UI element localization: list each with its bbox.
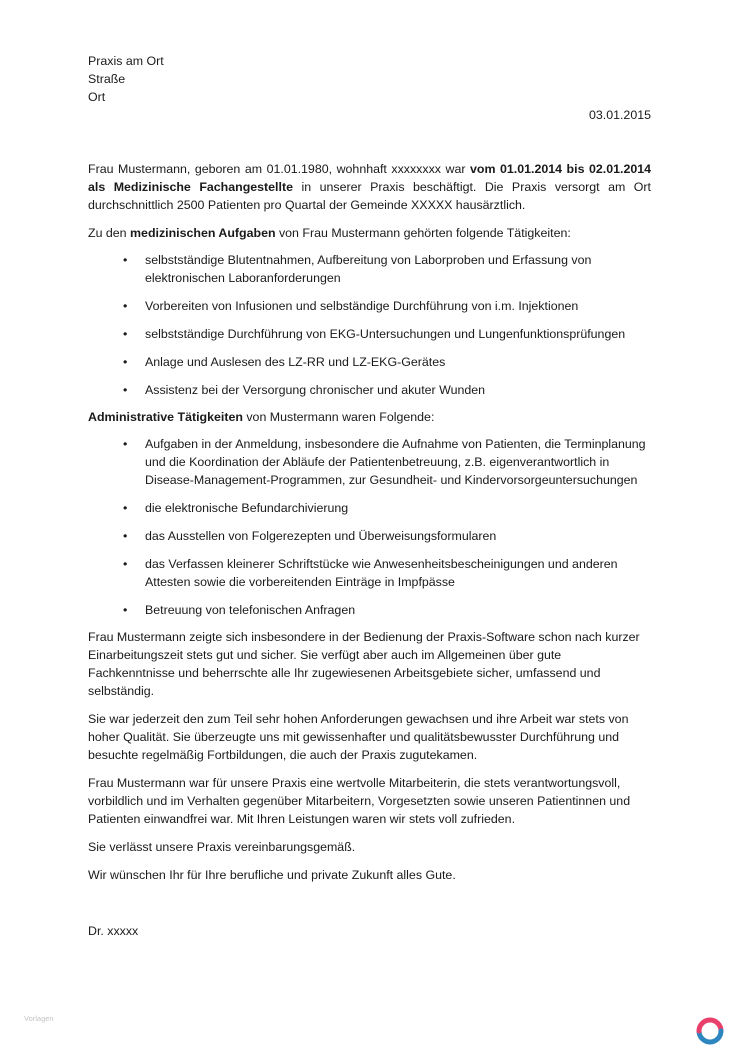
list-item-text: selbstständige Blutentnahmen, Aufbereitung von Laborproben und Erfassung von elektronischen Laboranforderungen (145, 253, 592, 285)
list-item-text: selbstständige Durchführung von EKG-Untersuchungen und Lungenfunktionsprüfungen (145, 327, 626, 341)
admin-heading-suffix: von Mustermann waren Folgende: (242, 410, 435, 424)
medical-heading-suffix: von Frau Mustermann gehörten folgende Tätigkeiten: (275, 226, 571, 240)
letter-date: 03.01.2015 (588, 108, 651, 122)
bullet-icon: • (123, 557, 128, 571)
list-item-text: die elektronische Befundarchivierung (145, 501, 349, 515)
list-item (88, 435, 651, 489)
bullet-icon: • (123, 437, 128, 451)
sender-address (88, 52, 164, 106)
sender-name: Praxis am Ort (88, 54, 164, 68)
list-item (88, 601, 651, 619)
bullet-icon: • (123, 603, 128, 617)
list-item-text: das Verfassen kleinerer Schriftstücke wie Anwesenheitsbescheinigungen und anderen Attesten sowie die vorbereitenden Einträge in Impfpässe (145, 557, 618, 589)
list-item-text: Aufgaben in der Anmeldung, insbesondere die Aufnahme von Patienten, die Terminplanung und die Koordination der Abläufe der Patientenbetreuung, z.B. eigenverantwortlich in Disease-Management-Programmen, zur Gesundheit- und Kindervorsorgeuntersuchungen (145, 437, 646, 487)
bullet-icon: • (123, 253, 128, 267)
list-item-text: Assistenz bei der Versorgung chronischer und akuter Wunden (145, 383, 486, 397)
departure-paragraph: Sie verlässt unsere Praxis vereinbarungsgemäß. (88, 840, 356, 854)
list-item (88, 251, 651, 287)
intro-employment-period: vom 01.01.2014 bis 02.01.2014 als Medizinische Fachangestellte (88, 162, 652, 194)
sender-street: Straße (88, 72, 126, 86)
performance-paragraph: Frau Mustermann zeigte sich insbesondere in der Bedienung der Praxis-Software schon nach kurzer Einarbeitungszeit stets gut und sicher. Sie verfügt aber auch im Allgemeinen über gute Fachkenntnisse und beherrschte alle Ihr zugewiesenen Arbeitsgebiete sicher, umfassend und selbständig. (88, 630, 640, 698)
bullet-icon: • (123, 327, 128, 341)
list-item (88, 325, 651, 343)
medical-heading-bold: medizinischen Aufgaben (130, 226, 276, 240)
admin-tasks-heading (88, 408, 651, 426)
list-item-text: Vorbereiten von Infusionen und selbständige Durchführung von i.m. Injektionen (145, 299, 579, 313)
bullet-icon: • (123, 299, 128, 313)
letter-body (88, 160, 651, 940)
admin-tasks-list (88, 435, 651, 619)
list-item-text: Betreuung von telefonischen Anfragen (145, 603, 356, 617)
signature: Dr. xxxxx (88, 924, 139, 938)
conduct-paragraph: Frau Mustermann war für unsere Praxis eine wertvolle Mitarbeiterin, die stets verantwortungsvoll, vorbildlich und im Verhalten gegenüber Mitarbeitern, Vorgesetzten sowie unseren Patientinnen und Patienten einwandfrei war. Mit Ihren Leistungen waren wir stets voll zufrieden. (88, 776, 631, 826)
bullet-icon: • (123, 355, 128, 369)
sender-city: Ort (88, 90, 106, 104)
list-item (88, 381, 651, 399)
bullet-icon: • (123, 501, 128, 515)
quality-paragraph: Sie war jederzeit den zum Teil sehr hohen Anforderungen gewachsen und ihre Arbeit war stets von hoher Qualität. Sie überzeugte uns mit gewissenhafter und qualitätsbewusster Durchführung und besuchte regelmäßig Fortbildungen, die auch der Praxis zugutekamen. (88, 712, 629, 762)
list-item (88, 297, 651, 315)
intro-text-1: Frau Mustermann, geboren am 01.01.1980, wohnhaft xxxxxxxx war (88, 162, 470, 176)
medical-heading-prefix: Zu den (88, 226, 131, 240)
intro-paragraph (88, 160, 651, 214)
admin-heading-bold: Administrative Tätigkeiten (88, 410, 243, 424)
list-item (88, 555, 651, 591)
bullet-icon: • (123, 383, 128, 397)
bullet-icon: • (123, 529, 128, 543)
brand-logo-icon (696, 1017, 724, 1045)
medical-tasks-heading (88, 224, 651, 242)
list-item (88, 527, 651, 545)
intro-text-2: in unserer Praxis beschäftigt. Die Praxis versorgt am Ort durchschnittlich 2500 Patienten pro Quartal der Gemeinde XXXXX hausärztlich. (88, 180, 651, 212)
list-item (88, 499, 651, 517)
list-item-text: das Ausstellen von Folgerezepten und Überweisungsformularen (145, 529, 497, 543)
farewell-paragraph: Wir wünschen Ihr für Ihre berufliche und private Zukunft alles Gute. (88, 868, 456, 882)
list-item (88, 353, 651, 371)
watermark-text: Vorlagen (24, 1014, 54, 1023)
list-item-text: Anlage und Auslesen des LZ-RR und LZ-EKG-Gerätes (145, 355, 446, 369)
medical-tasks-list (88, 251, 651, 399)
